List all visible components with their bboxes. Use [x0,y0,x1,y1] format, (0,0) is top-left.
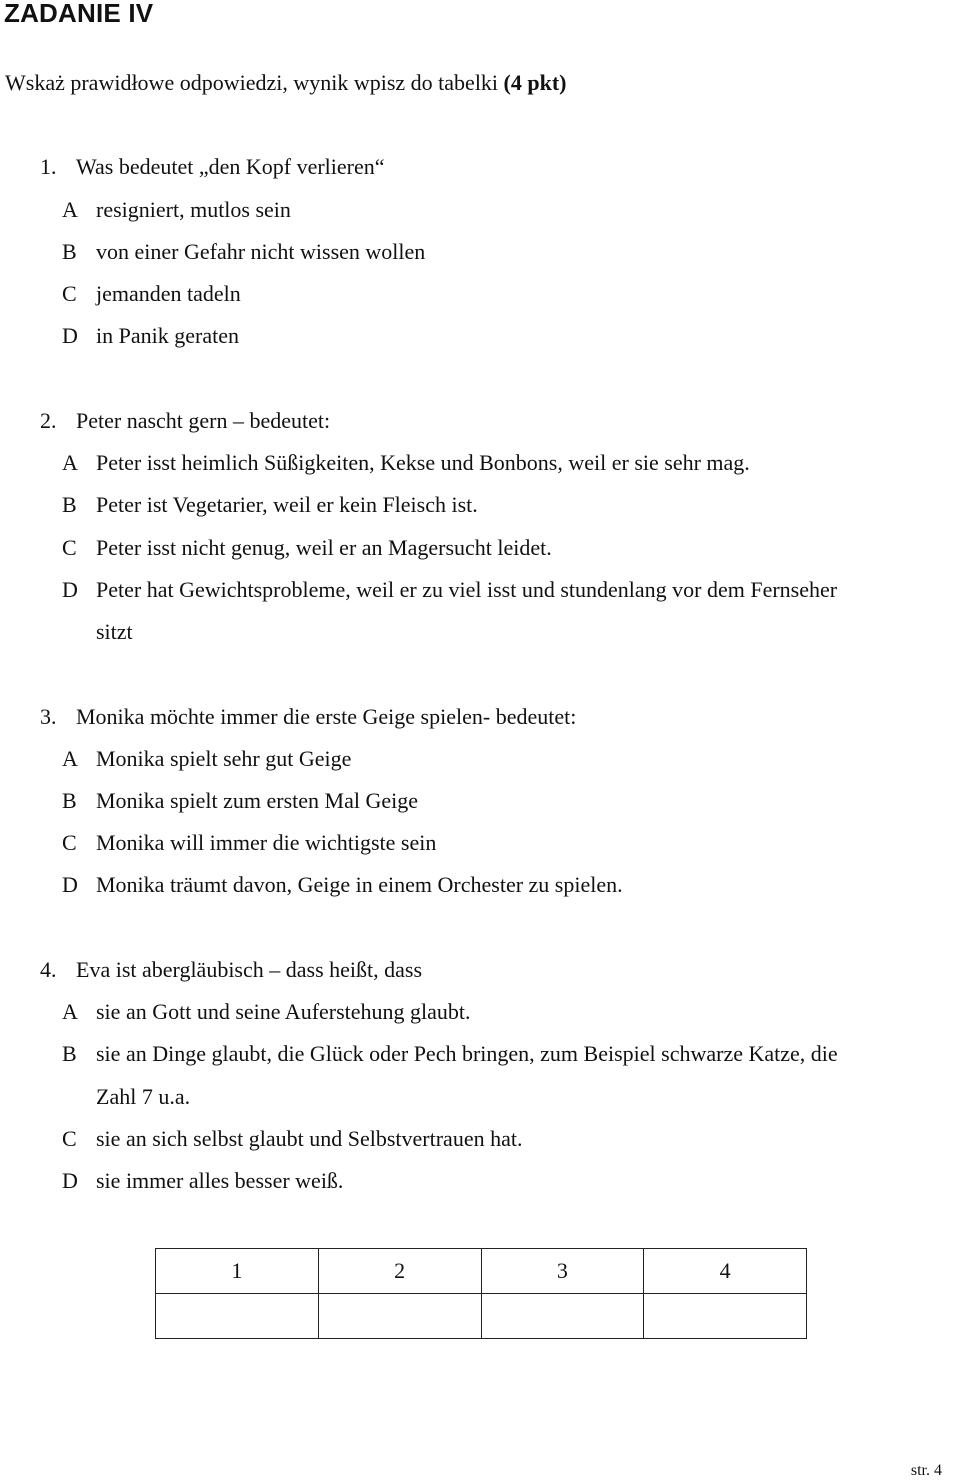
option-letter: D [62,577,78,602]
answer-cell-3[interactable] [481,1294,644,1339]
option-text: Peter isst nicht genug, weil er an Magersucht leidet. [96,535,552,560]
option-text: Peter ist Vegetarier, weil er kein Fleisch ist. [96,492,478,517]
option-letter: D [62,1168,78,1193]
option-letter: C [62,830,77,855]
option-text: von einer Gefahr nicht wissen wollen [96,239,426,264]
option-letter: B [62,1041,77,1066]
instruction-points: (4 pkt) [503,70,567,95]
option-text: Monika spielt sehr gut Geige [96,746,352,771]
answer-cell-4[interactable] [644,1294,807,1339]
option-letter: B [62,492,77,517]
option-letter: D [62,872,78,897]
answer-table-header-cell: 2 [318,1249,481,1294]
option-text: Peter hat Gewichtsprobleme, weil er zu viel isst und stundenlang vor dem Fernseher [96,577,838,602]
option-letter: B [62,788,77,813]
answer-cell-1[interactable] [156,1294,319,1339]
option-letter: D [62,323,78,348]
instruction-text: Wskaż prawidłowe odpowiedzi, wynik wpisz do tabelki [5,70,504,95]
option-letter: B [62,239,77,264]
option-text: Monika träumt davon, Geige in einem Orchester zu spielen. [96,872,623,897]
option-text: jemanden tadeln [96,281,241,306]
option-letter: C [62,535,77,560]
option-letter: A [62,450,78,475]
answer-table-header-cell: 1 [156,1249,319,1294]
option-letter: C [62,1126,77,1151]
option-text: sie immer alles besser weiß. [96,1168,344,1193]
page-title: ZADANIE IV [4,0,154,28]
option-text: Monika spielt zum ersten Mal Geige [96,788,418,813]
option-continuation: Zahl 7 u.a. [96,1084,191,1109]
question-text: Monika möchte immer die erste Geige spielen- bedeutet: [76,704,577,729]
instruction [5,72,567,94]
question-number: 3. [40,704,57,729]
question-number: 2. [40,408,57,433]
option-letter: A [62,999,78,1024]
option-text: Peter isst heimlich Süßigkeiten, Kekse und Bonbons, weil er sie sehr mag. [96,450,750,475]
question-text: Was bedeutet „den Kopf verlieren“ [76,154,385,179]
answer-table-header-cell: 4 [644,1249,807,1294]
answer-table [155,1248,807,1339]
answer-cell-2[interactable] [318,1294,481,1339]
answer-table-header-cell: 3 [481,1249,644,1294]
option-continuation: sitzt [96,619,133,644]
option-text: resigniert, mutlos sein [96,197,291,222]
option-letter: C [62,281,77,306]
option-text: sie an sich selbst glaubt und Selbstvertrauen hat. [96,1126,523,1151]
answer-table-header-row [156,1249,807,1294]
question-number: 4. [40,957,57,982]
option-text: in Panik geraten [96,323,239,348]
option-text: sie an Gott und seine Auferstehung glaubt. [96,999,471,1024]
answer-table-answer-row [156,1294,807,1339]
option-text: Monika will immer die wichtigste sein [96,830,437,855]
option-text: sie an Dinge glaubt, die Glück oder Pech bringen, zum Beispiel schwarze Katze, die [96,1041,838,1066]
question-text: Peter nascht gern – bedeutet: [76,408,331,433]
question-text: Eva ist abergläubisch – dass heißt, dass [76,957,423,982]
page-number: str. 4 [910,1462,942,1479]
option-letter: A [62,746,78,771]
question-number: 1. [40,154,57,179]
option-letter: A [62,197,78,222]
